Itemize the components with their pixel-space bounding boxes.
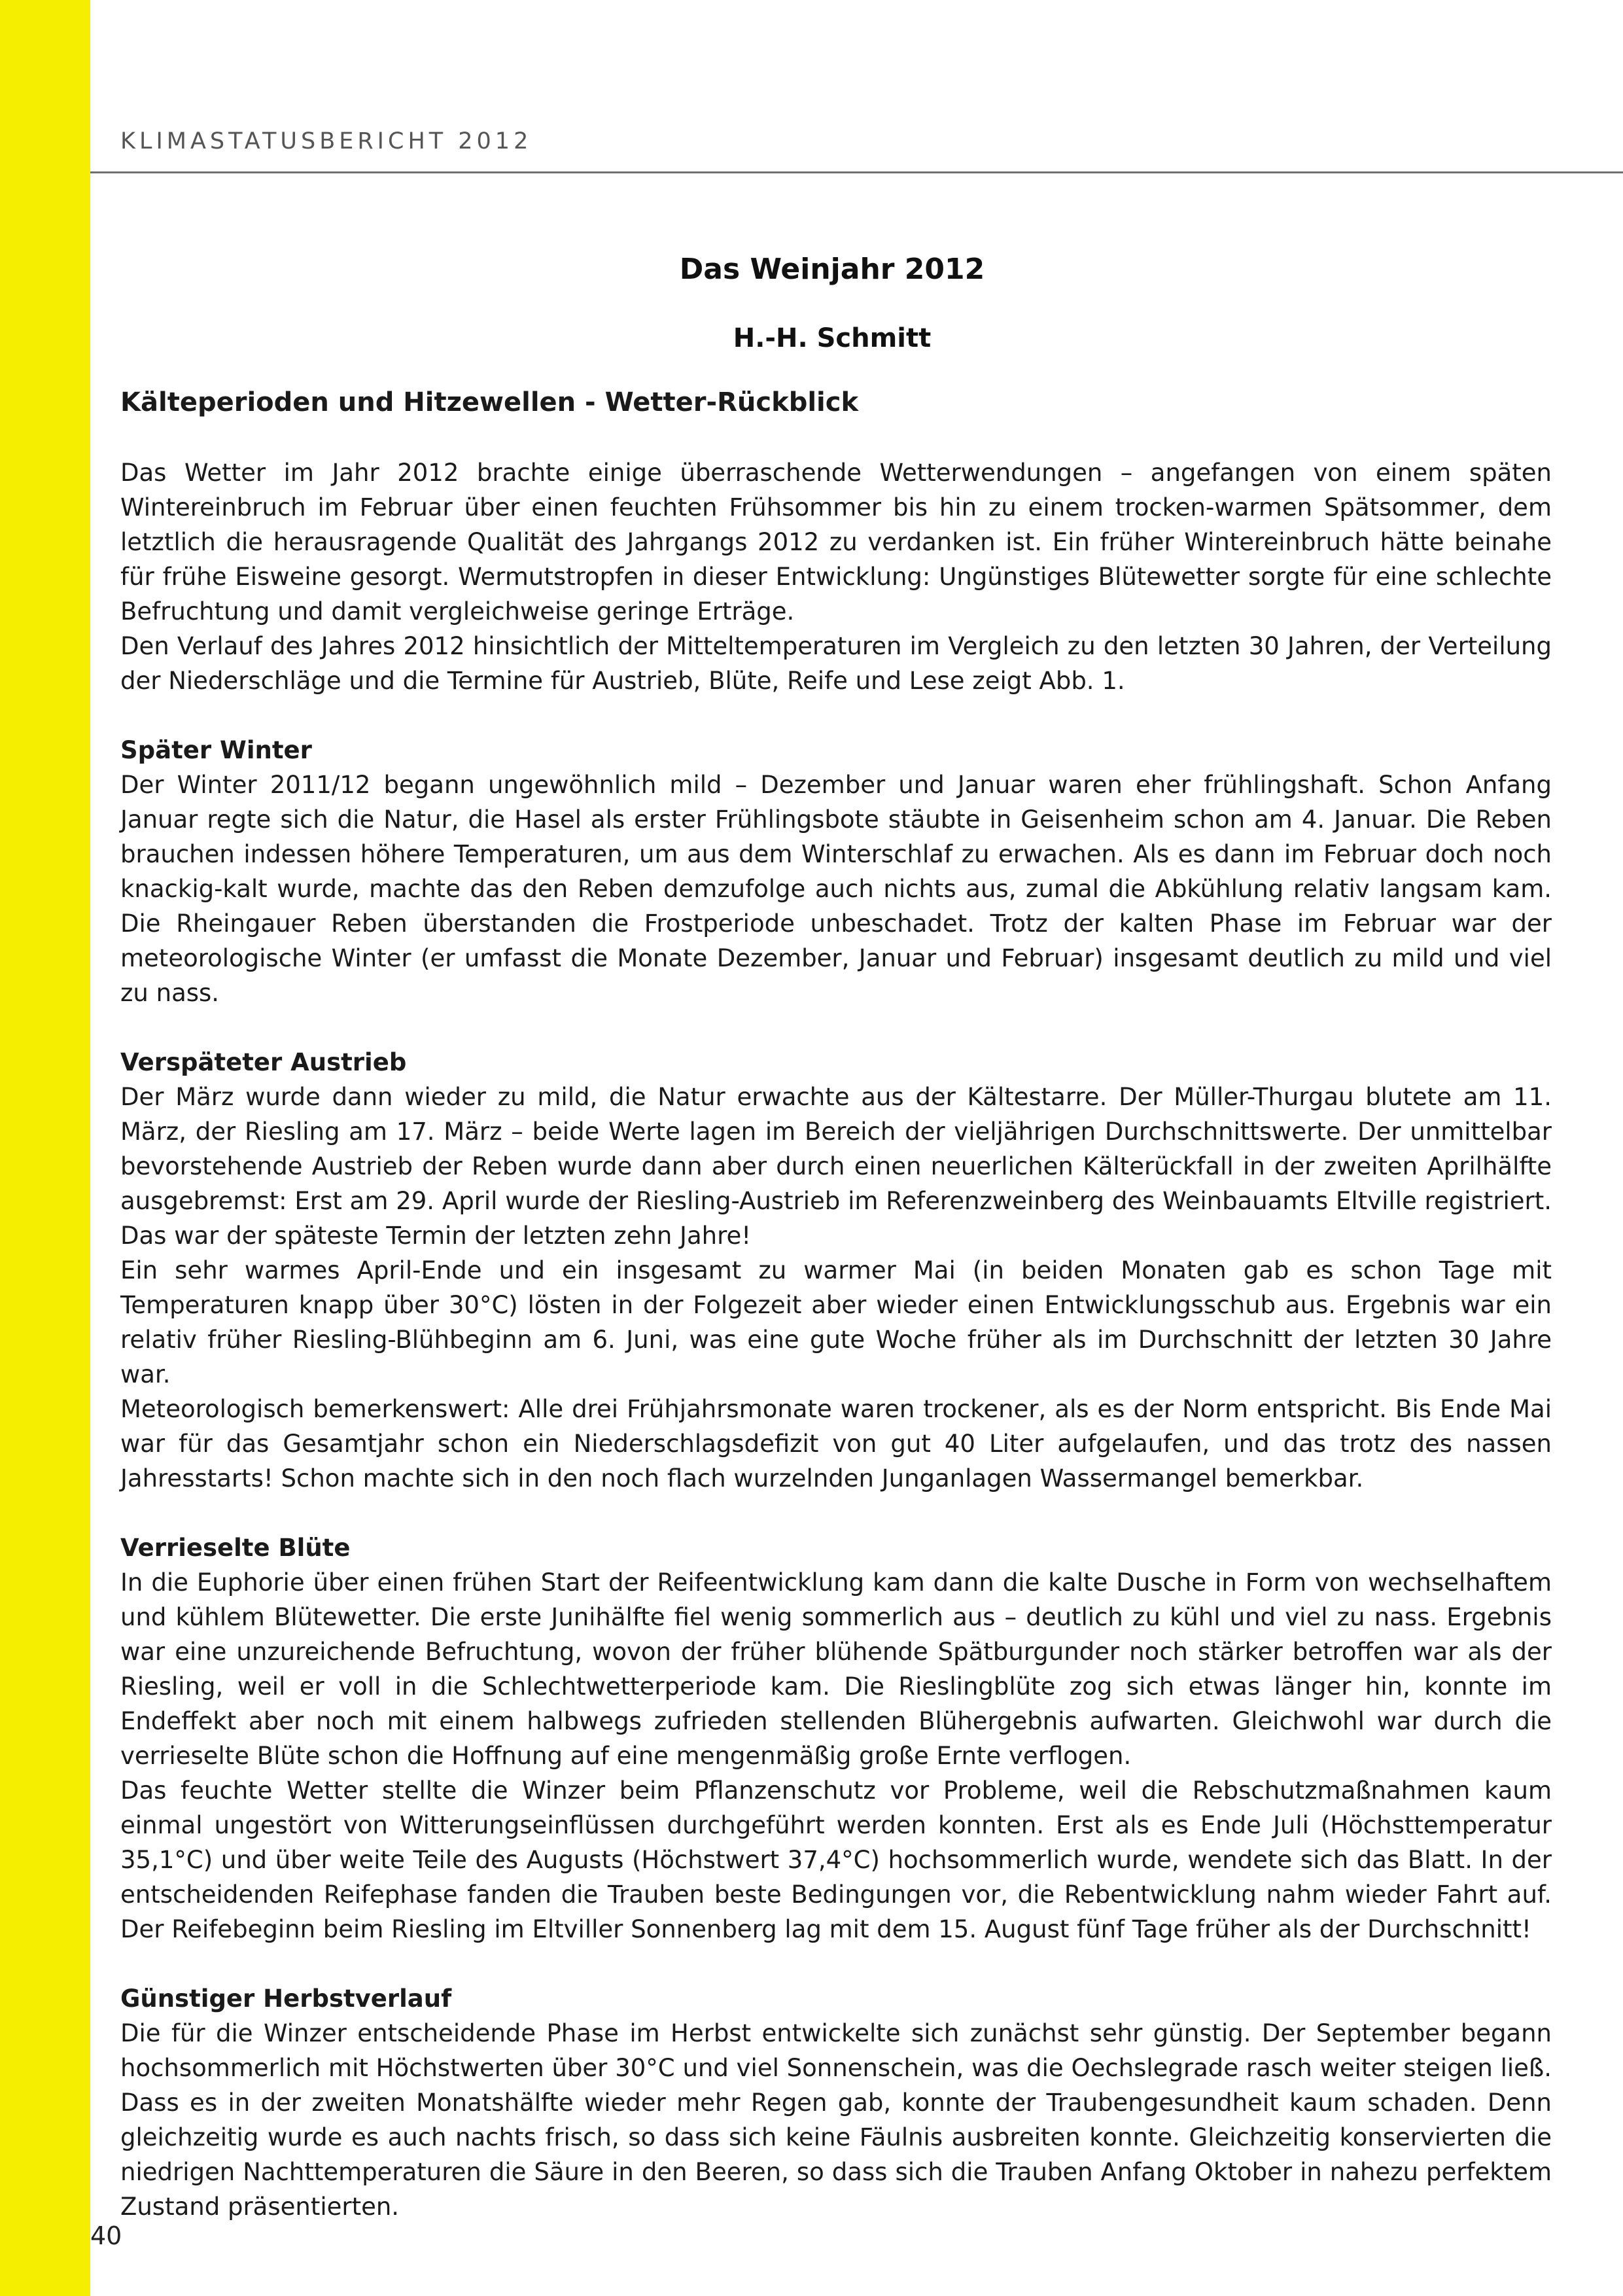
section-paragraph: Meteorologisch bemerkenswert: Alle drei Frühjahrsmonate waren trockener, als es der Norm entspricht. Bis Ende Mai war für das Gesamtjahr schon ein Niederschlagsdefizit von gut 40 Liter aufgelaufen, und das trotz des nassen Jahresstarts! Schon machte sich in den noch flach wurzelnden Junganlagen Wassermangel bemerkbar. — [120, 1395, 1552, 1492]
article-title: Das Weinjahr 2012 — [679, 253, 985, 286]
yellow-side-bar — [0, 0, 90, 2296]
section-heading-guenstiger-herbstverlauf: Günstiger Herbstverlauf — [120, 1985, 452, 2013]
section-heading-spaeter-winter: Später Winter — [120, 736, 312, 764]
section-paragraph: Ein sehr warmes April-Ende und ein insgesamt zu warmer Mai (in beiden Monaten gab es schon Tage mit Temperaturen knapp über 30°C) lösten in der Folgezeit aber wieder einen Entwicklungsschub aus. Ergebnis war ein relativ früher Riesling-Blühbeginn am 6. Juni, was eine gute Woche früher als im Durchschnitt der letzten 30 Jahre war. — [120, 1256, 1552, 1388]
section-heading-verrieselte-bluete: Verrieselte Blüte — [120, 1534, 351, 1562]
header-divider — [90, 171, 1623, 173]
section-paragraph: Der März wurde dann wieder zu mild, die Natur erwachte aus der Kältestarre. Der Müller-Thurgau blutete am 11. März, der Riesling am 17. März – beide Werte lagen im Bereich der vieljährigen Durchschnittswerte. Der unmittelbar bevorstehende Austrieb der Reben wurde dann aber durch einen neuerlichen Kälterückfall in der zweiten Aprilhälfte ausgebremst: Erst am 29. April wurde der Riesling-Austrieb im Referenzweinberg des Weinbauamts Eltville registriert. Das war der späteste Termin der letzten zehn Jahre! — [120, 1083, 1552, 1250]
page-number: 40 — [90, 2221, 122, 2250]
intro-paragraph: Das Wetter im Jahr 2012 brachte einige überraschende Wetterwendungen – angefangen von einem späten Wintereinbruch im Februar über einen feuchten Frühsommer bis hin zu einem trocken-warmen Spätsommer, dem letztlich die herausragende Qualität des Jahrgangs 2012 zu verdanken ist. Ein früher Wintereinbruch hätte beinahe für frühe Eisweine gesorgt. Wermutstropfen in dieser Entwicklung: Ungünstiges Blütewetter sorgte für eine schlechte Befruchtung und damit vergleichweise geringe Erträge. — [120, 459, 1552, 626]
intro-paragraph: Den Verlauf des Jahres 2012 hinsichtlich der Mitteltemperaturen im Vergleich zu den letzten 30 Jahren, der Verteilung der Niederschläge und die Termine für Austrieb, Blüte, Reife und Lese zeigt Abb. 1. — [120, 632, 1552, 695]
main-heading: Kälteperioden und Hitzewellen - Wetter-Rückblick — [120, 387, 859, 417]
section-paragraph: Das feuchte Wetter stellte die Winzer beim Pflanzenschutz vor Probleme, weil die Rebschutzmaßnahmen kaum einmal ungestört von Witterungseinflüssen durchgeführt werden konnten. Erst als es Ende Juli (Höchsttemperatur 35,1°C) und über weite Teile des Augusts (Höchstwert 37,4°C) hochsommerlich wurde, wendete sich das Blatt. In der entscheidenden Reifephase fanden die Trauben beste Bedingungen vor, die Rebentwicklung nahm wieder Fahrt auf. Der Reifebeginn beim Riesling im Eltviller Sonnenberg lag mit dem 15. August fünf Tage früher als der Durchschnitt! — [120, 1776, 1552, 1943]
article-author: H.-H. Schmitt — [733, 323, 932, 353]
running-header: KLIMASTATUSBERICHT 2012 — [120, 128, 532, 154]
section-heading-verspaeteter-austrieb: Verspäteter Austrieb — [120, 1048, 407, 1076]
section-paragraph: In die Euphorie über einen frühen Start der Reifeentwicklung kam dann die kalte Dusche in Form von wechselhaftem und kühlem Blütewetter. Die erste Junihälfte fiel wenig sommerlich aus – deutlich zu kühl und viel zu nass. Ergebnis war eine unzureichende Befruchtung, wovon der früher blühende Spätburgunder noch stärker betroffen war als der Riesling, weil er voll in die Schlechtwetterperiode kam. Die Rieslingblüte zog sich etwas länger hin, konnte im Endeffekt aber noch mit einem halbwegs zufrieden stellenden Blühergebnis aufwarten. Gleichwohl war durch die verrieselte Blüte schon die Hoffnung auf eine mengenmäßig große Ernte verflogen. — [120, 1568, 1552, 1770]
section-paragraph: Der Winter 2011/12 begann ungewöhnlich mild – Dezember und Januar waren eher frühlingshaft. Schon Anfang Januar regte sich die Natur, die Hasel als erster Frühlingsbote stäubte in Geisenheim schon am 4. Januar. Die Reben brauchen indessen höhere Temperaturen, um aus dem Winterschlaf zu erwachen. Als es dann im Februar doch noch knackig-kalt wurde, machte das den Reben demzufolge auch nichts aus, zumal die Abkühlung relativ langsam kam. Die Rheingauer Reben überstanden die Frostperiode unbeschadet. Trotz der kalten Phase im Februar war der meteorologische Winter (er umfasst die Monate Dezember, Januar und Februar) insgesamt deutlich zu mild und viel zu nass. — [120, 771, 1552, 1007]
section-paragraph: Die für die Winzer entscheidende Phase im Herbst entwickelte sich zunächst sehr günstig. Der September begann hochsommerlich mit Höchstwerten über 30°C und viel Sonnenschein, was die Oechslegrade rasch weiter steigen ließ. Dass es in der zweiten Monatshälfte wieder mehr Regen gab, konnte der Traubengesundheit kaum schaden. Denn gleichzeitig wurde es auch nachts frisch, so dass sich keine Fäulnis ausbreiten konnte. Gleichzeitig konservierten die niedrigen Nachttemperaturen die Säure in den Beeren, so dass sich die Trauben Anfang Oktober in nahezu perfektem Zustand präsentierten. — [120, 2019, 1552, 2221]
article-body — [120, 386, 1552, 2224]
